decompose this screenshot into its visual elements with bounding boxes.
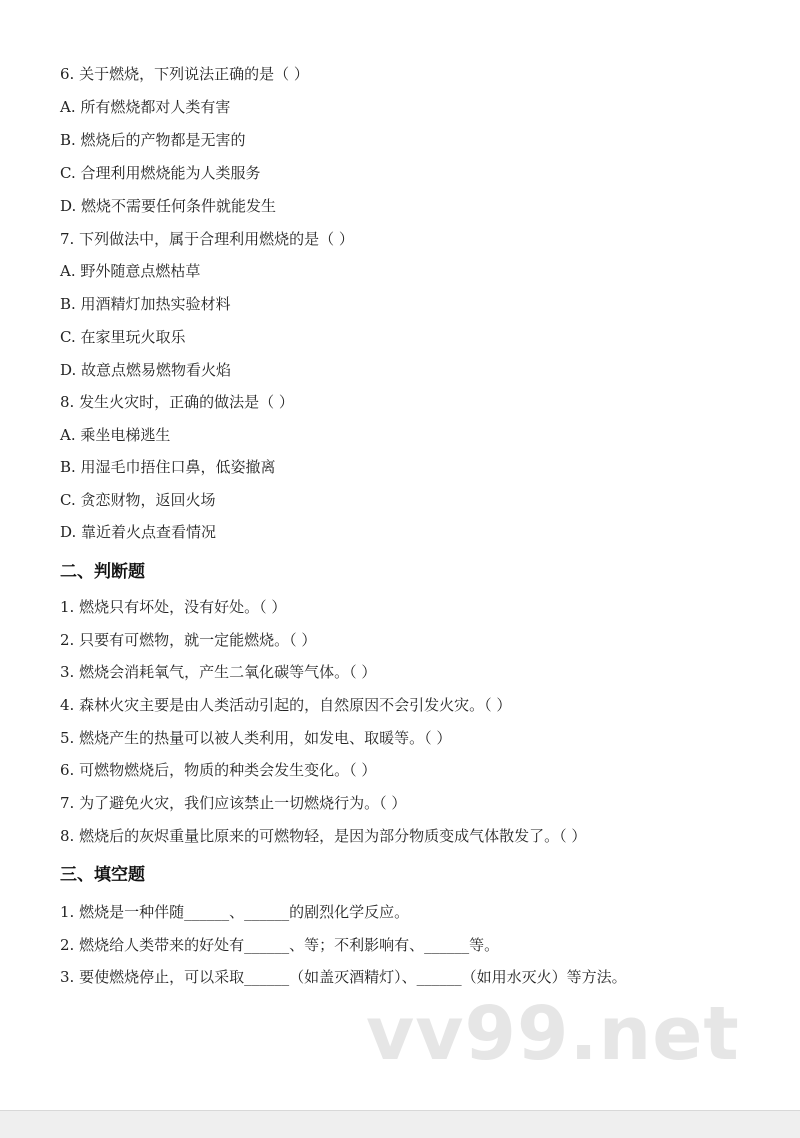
section-heading-fill: 三、填空题 xyxy=(60,865,145,885)
question-option: D. 燃烧不需要任何条件就能发生 xyxy=(60,197,277,215)
fill-item: 3. 要使燃烧停止，可以采取______（如盖灭酒精灯）、______（如用水灭火）等方法。 xyxy=(60,968,627,986)
question-option: B. 燃烧后的产物都是无害的 xyxy=(60,131,246,149)
question-stem: 7. 下列做法中，属于合理利用燃烧的是（ ） xyxy=(60,230,354,248)
judge-item: 5. 燃烧产生的热量可以被人类利用，如发电、取暖等。（ ） xyxy=(60,729,452,747)
judge-item: 8. 燃烧后的灰烬重量比原来的可燃物轻，是因为部分物质变成气体散发了。（ ） xyxy=(60,827,587,845)
question-option: B. 用酒精灯加热实验材料 xyxy=(60,295,231,313)
question-stem: 8. 发生火灾时，正确的做法是（ ） xyxy=(60,393,294,411)
fill-item: 2. 燃烧给人类带来的好处有______、等；不利影响有、______等。 xyxy=(60,936,500,954)
fill-item: 1. 燃烧是一种伴随______、______的剧烈化学反应。 xyxy=(60,903,410,921)
question-option: D. 故意点燃易燃物看火焰 xyxy=(60,361,232,379)
question-option: D. 靠近着火点查看情况 xyxy=(60,523,217,541)
question-option: C. 合理利用燃烧能为人类服务 xyxy=(60,164,261,182)
judge-item: 3. 燃烧会消耗氧气，产生二氧化碳等气体。（ ） xyxy=(60,663,377,681)
judge-item: 7. 为了避免火灾，我们应该禁止一切燃烧行为。（ ） xyxy=(60,794,407,812)
question-option: A. 所有燃烧都对人类有害 xyxy=(60,98,231,116)
question-option: A. 野外随意点燃枯草 xyxy=(60,262,201,280)
judge-item: 2. 只要有可燃物，就一定能燃烧。（ ） xyxy=(60,631,317,649)
judge-item: 1. 燃烧只有坏处，没有好处。（ ） xyxy=(60,598,287,616)
judge-item: 6. 可燃物燃烧后，物质的种类会发生变化。（ ） xyxy=(60,761,377,779)
question-stem: 6. 关于燃烧，下列说法正确的是（ ） xyxy=(60,65,309,83)
viewer-bottom-bar xyxy=(0,1110,800,1138)
question-option: A. 乘坐电梯逃生 xyxy=(60,426,171,444)
judge-item: 4. 森林火灾主要是由人类活动引起的，自然原因不会引发火灾。（ ） xyxy=(60,696,512,714)
section-heading-judge: 二、判断题 xyxy=(60,562,145,582)
watermark: vv99.net xyxy=(366,991,740,1077)
question-option: C. 贪恋财物，返回火场 xyxy=(60,491,216,509)
question-option: B. 用湿毛巾捂住口鼻，低姿撤离 xyxy=(60,458,276,476)
question-option: C. 在家里玩火取乐 xyxy=(60,328,186,346)
